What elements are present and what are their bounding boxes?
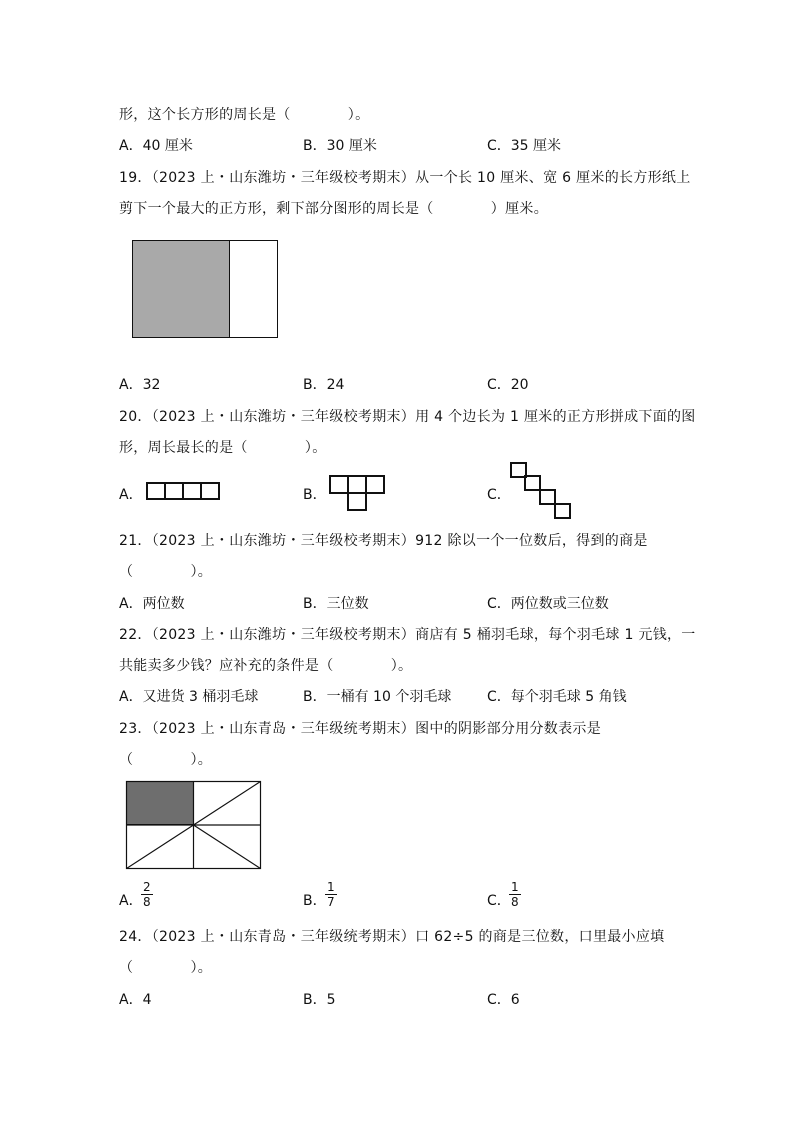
- q22-option-c: C．每个羽毛球 5 角钱: [487, 689, 627, 705]
- q23-shaded-part: [127, 782, 194, 825]
- q21-option-c: C．两位数或三位数: [487, 596, 609, 612]
- q20-shape-b-t-shape: [329, 475, 385, 511]
- fraction-numerator: 2: [143, 880, 151, 894]
- q19-rectangle-figure: [132, 240, 278, 340]
- q19-line1: 19．（2023 上・山东潍坊・三年级校考期末）从一个长 10 厘米、宽 6 厘米的长方形纸上: [119, 170, 691, 186]
- q23-option-a-prefix: A．: [119, 893, 143, 909]
- q22-option-a: A．又进货 3 桶羽毛球: [119, 689, 259, 705]
- q19-shaded-square: [133, 241, 230, 338]
- q23-line2: （ ）。: [119, 752, 213, 768]
- q21-line2: （ ）。: [119, 564, 213, 580]
- q20-shape-a-row-of-squares: [146, 482, 220, 500]
- q18-option-c: C．35 厘米: [487, 138, 562, 154]
- q23-option-c-prefix: C．: [487, 893, 511, 909]
- q20-option-c: C．: [487, 487, 511, 503]
- q21-option-b: B．三位数: [303, 596, 369, 612]
- q23-option-b-prefix: B．: [303, 893, 327, 909]
- q19-option-c: C．20: [487, 377, 529, 393]
- q22-option-b: B．一桶有 10 个羽毛球: [303, 689, 452, 705]
- q21-option-a: A．两位数: [119, 596, 185, 612]
- q24-line1: 24．（2023 上・山东青岛・三年级统考期末）口 62÷5 的商是三位数，口里最小应填: [119, 929, 665, 945]
- q24-line2: （ ）。: [119, 960, 213, 976]
- q19-option-b: B．24: [303, 377, 345, 393]
- q23-divided-rectangle-figure: [126, 781, 262, 871]
- q24-option-b: B．5: [303, 992, 336, 1008]
- q20-line1: 20．（2023 上・山东潍坊・三年级校考期末）用 4 个边长为 1 厘米的正方形拼成下面的图: [119, 409, 696, 425]
- q18-text: 形，这个长方形的周长是（ ）。: [119, 107, 370, 123]
- fraction-numerator: 1: [511, 880, 519, 894]
- q24-option-a: A．4: [119, 992, 152, 1008]
- q23-option-c-fraction: [509, 880, 521, 909]
- q23-line1: 23．（2023 上・山东青岛・三年级统考期末）图中的阴影部分用分数表示是: [119, 721, 601, 737]
- q19-option-a: A．32: [119, 377, 161, 393]
- q24-option-c: C．6: [487, 992, 520, 1008]
- q19-line2: 剪下一个最大的正方形，剩下部分图形的周长是（ ）厘米。: [119, 201, 548, 217]
- q22-line1: 22．（2023 上・山东潍坊・三年级校考期末）商店有 5 桶羽毛球，每个羽毛球 1 元钱，一: [119, 627, 696, 643]
- q20-option-a: A．: [119, 487, 143, 503]
- q18-option-a: A．40 厘米: [119, 138, 193, 154]
- q20-line2: 形，周长最长的是（ ）。: [119, 440, 327, 456]
- q20-option-b: B．: [303, 487, 327, 503]
- q20-shape-c-staircase: [510, 462, 572, 520]
- q23-option-b-fraction: [325, 880, 337, 909]
- q18-option-b: B．30 厘米: [303, 138, 377, 154]
- fraction-numerator: 1: [327, 880, 335, 894]
- fraction-denominator: 8: [511, 895, 519, 909]
- q23-option-a-fraction: [141, 880, 153, 909]
- fraction-denominator: 8: [143, 895, 151, 909]
- q22-line2: 共能卖多少钱？应补充的条件是（ ）。: [119, 658, 413, 674]
- q21-line1: 21．（2023 上・山东潍坊・三年级校考期末）912 除以一个一位数后，得到的商是: [119, 533, 648, 549]
- fraction-denominator: 7: [327, 895, 335, 909]
